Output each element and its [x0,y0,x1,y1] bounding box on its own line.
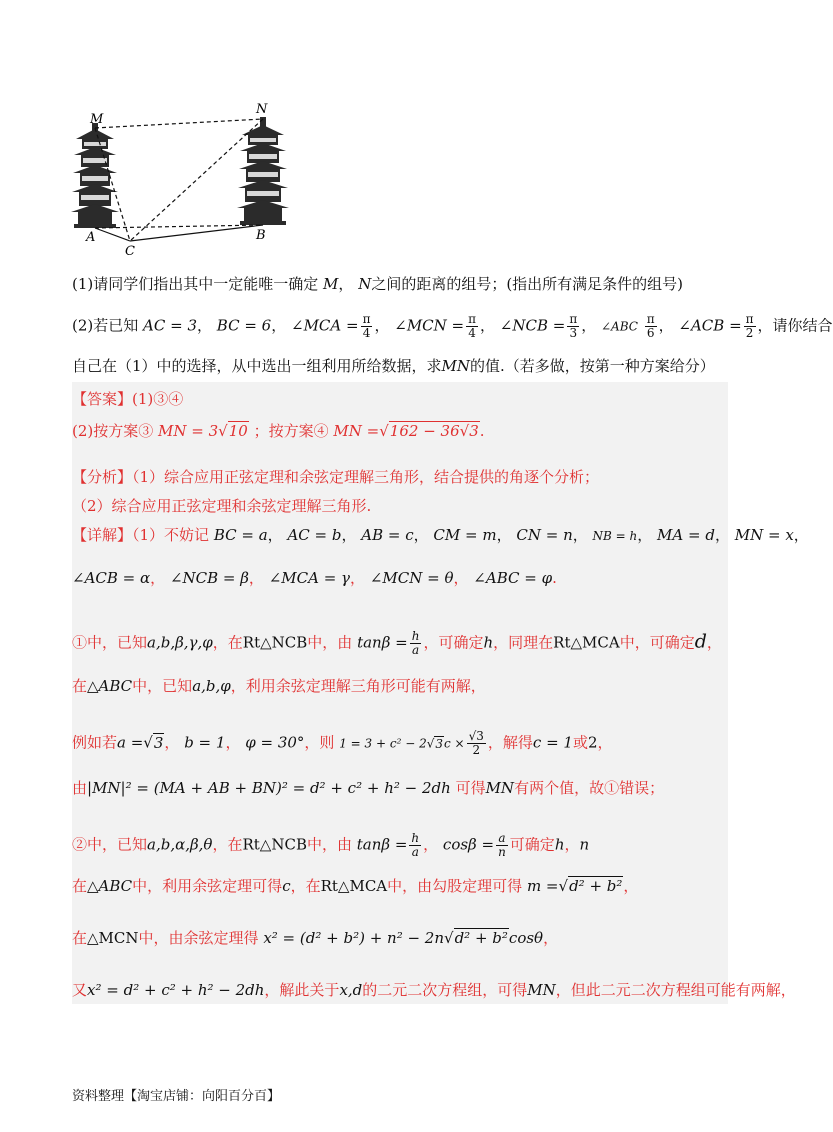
analysis-line2: （2）综合应用正弦定理和余弦定理解三角形. [72,497,372,515]
label-m: M [90,112,104,127]
case2-line3: 在△MCN中，由余弦定理得 x² = (d² + b²) + n² − 2n√d² + b²cosθ， [72,929,559,947]
analysis-line1: 【分析】（1）综合应用正弦定理和余弦定理解三角形，结合提供的角逐个分析； [72,468,600,486]
label-n: N [256,102,268,117]
label-a: A [86,230,96,245]
case2-line2: 在△ABC中，利用余弦定理可得c，在Rt△MCA中，由勾股定理可得 m =√d² + b²， [72,877,639,895]
answer-line2: (2)按方案③ MN = 3√10 ；按方案④ MN =√162 − 36√3. [72,422,485,440]
geometry-lines [95,119,263,241]
answer-line1: 【答案】(1)③④ [72,390,184,408]
detail-angles: ∠ACB = α， ∠NCB = β， ∠MCA = γ， ∠MCN = θ， ∠ABC = φ. [72,569,557,587]
case1-line4: 由|MN|² = (MA + AB + BN)² = d² + c² + h² − 2dh 可得MN有两个值，故①错误； [72,779,665,797]
case1-line3: 例如若a =√3， b = 1， φ = 30°，则 1 = 3 + c² − 2√3c × $\frac{√3}{2}$ ，解得c = 1或2， [72,729,613,757]
question-1: (1)请同学们指出其中一定能唯一确定 M， N之间的距离的组号；(指出所有满足条件的组号) [72,275,684,293]
case1-line2: 在△ABC中，已知a,b,φ，利用余弦定理解三角形可能有两解， [72,677,486,695]
detail-defs: 【详解】（1）不妨记 BC = a， AC = b， AB = c， CM = m， CN = n， NB = h， MA = d， MN = x， [72,526,809,544]
label-c: C [125,244,135,259]
case1-line1: ①中，已知a,b,β,γ,φ，在Rt△NCB中，由 tanβ = $\frac{h}{a}$ ，可确定h，同理在Rt△MCA中，可确定d， [72,629,722,657]
question-2-line1: (2)若已知 AC = 3， BC = 6， ∠MCA = $\frac{\pi}{4}$ ， ∠MCN = $\frac{\pi}{4}$ ， ∠NCB = $\frac{\pi}{3}$ ， ∠ABC $\frac{\pi}{6}$ ， ∠ACB = $\frac{\pi}{2}$ ，请你结合 [72,312,833,340]
pagoda-figure [70,95,290,259]
case2-line4: 又x² = d² + c² + h² − 2dh，解此关于x,d的二元二次方程组，可得MN，但此二元二次方程组可能有两解， [72,981,796,999]
label-b: B [256,228,266,243]
question-2-line2: 自己在（1）中的选择，从中选出一组利用所给数据，求MN的值.（若多做，按第一种方案给分） [72,357,715,375]
pagoda-right [237,117,289,225]
footer-note: 资料整理【淘宝店铺：向阳百分百】 [72,1089,281,1104]
pagoda-left [71,123,119,228]
case2-line1: ②中，已知a,b,α,β,θ，在Rt△NCB中，由 tanβ = $\frac{h}{a}$ ， cosβ = $\frac{a}{n}$ 可确定h，n [72,831,590,859]
